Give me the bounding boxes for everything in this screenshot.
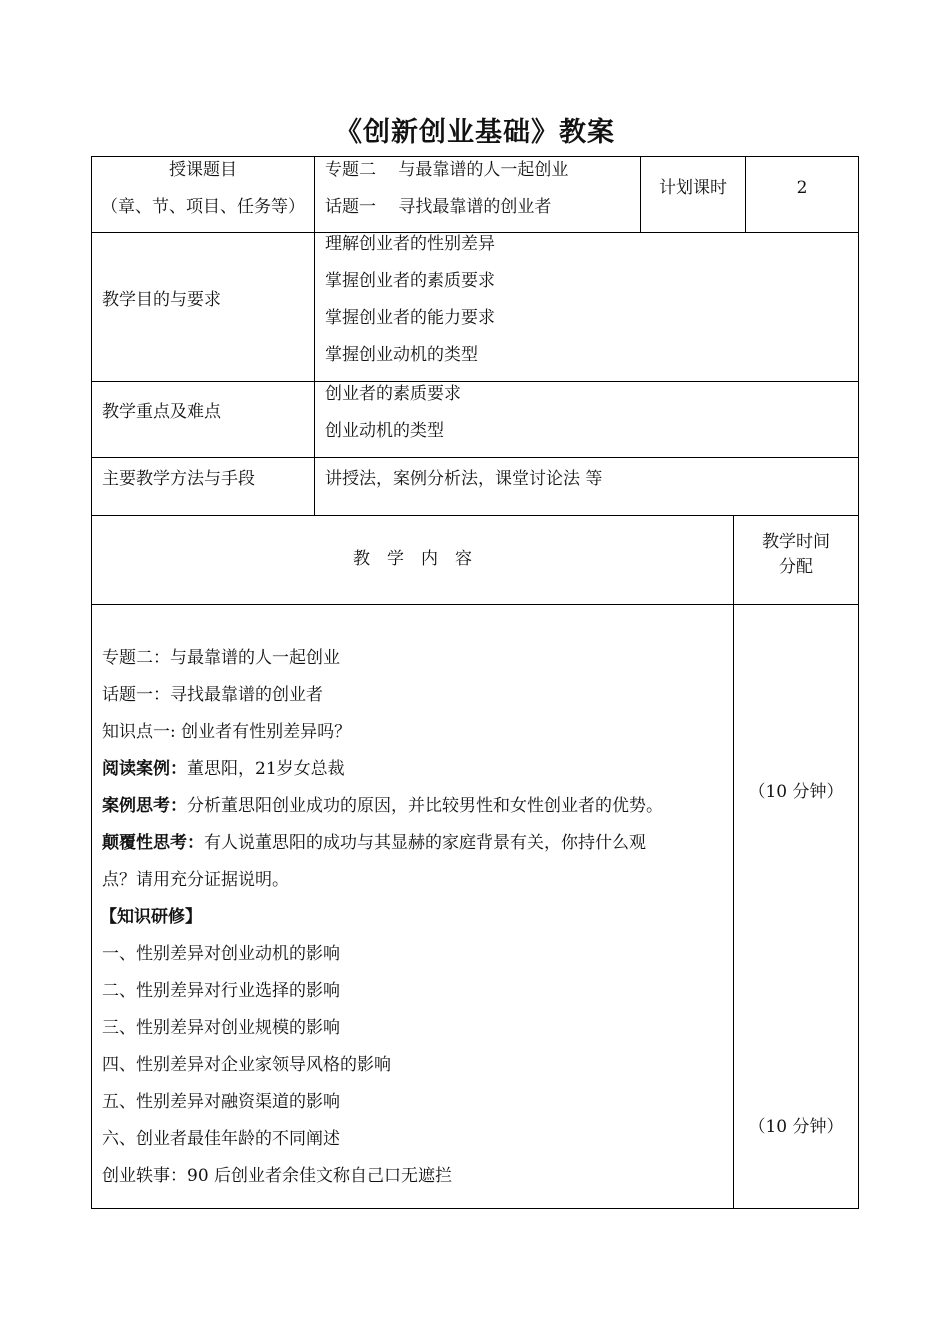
knowledge-label: 【知识研修】 (100, 907, 202, 927)
objective-item: 掌握创业动机的类型 (325, 345, 478, 365)
knowledge-item: 一、性别差异对创业动机的影响 (102, 944, 340, 964)
time-allocation: （10 分钟） (748, 1117, 844, 1137)
think-line: 案例思考：分析董思阳创业成功的原因，并比较男性和女性创业者的优势。 (102, 796, 663, 816)
knowledge-item: 三、性别差异对创业规模的影响 (102, 1018, 340, 1038)
case-line: 阅读案例：董思阳，21岁女总裁 (102, 759, 345, 779)
key-points-label: 教学重点及难点 (102, 402, 221, 422)
objectives-label: 教学目的与要求 (102, 290, 221, 310)
methods-label: 主要教学方法与手段 (102, 469, 255, 489)
time-allocation: （10 分钟） (748, 782, 844, 802)
topic-cell (325, 152, 635, 226)
content-line: 话题一：寻找最靠谱的创业者 (102, 685, 323, 705)
content-line: 知识点一: 创业者有性别差异吗？ (102, 722, 352, 742)
knowledge-item: 四、性别差异对企业家领导风格的影响 (102, 1055, 391, 1075)
hours-value: 2 (796, 178, 808, 198)
key-point-item: 创业动机的类型 (325, 421, 444, 441)
hours-label: 计划课时 (659, 178, 727, 198)
key-points-list (325, 376, 461, 450)
page-title: 《创新创业基础》教案 (335, 117, 615, 148)
topic-line1: 专题二 与最靠谱的人一起创业 (325, 160, 569, 180)
topic-line2: 话题一 寻找最靠谱的创业者 (325, 197, 552, 217)
objective-item: 理解创业者的性别差异 (325, 234, 495, 254)
topic-label-line1: 授课题目 (169, 160, 237, 180)
methods-value: 讲授法，案例分析法，课堂讨论法 等 (325, 469, 603, 489)
knowledge-item: 六、创业者最佳年龄的不同阐述 (102, 1129, 340, 1149)
objectives-list (325, 226, 495, 374)
objective-item: 掌握创业者的能力要求 (325, 308, 495, 328)
key-point-item: 创业者的素质要求 (325, 384, 461, 404)
knowledge-item: 五、性别差异对融资渠道的影响 (102, 1092, 340, 1112)
content-line: 专题二：与最靠谱的人一起创业 (102, 648, 340, 668)
content-body (102, 640, 732, 1195)
subvert-line-2: 点？请用充分证据说明。 (102, 870, 289, 890)
topic-label-cell (92, 152, 314, 226)
knowledge-item: 二、性别差异对行业选择的影响 (102, 981, 340, 1001)
time-header: 教学时间 分配 (762, 532, 830, 577)
subvert-line: 颠覆性思考：有人说董思阳的成功与其显赫的家庭背景有关，你持什么观 (102, 833, 646, 853)
content-header: 教 学 内 容 (353, 549, 472, 569)
topic-label-line2: （章、节、项目、任务等） (101, 197, 305, 217)
objective-item: 掌握创业者的素质要求 (325, 271, 495, 291)
anecdote-line: 创业轶事：90 后创业者余佳文称自己口无遮拦 (102, 1166, 453, 1186)
